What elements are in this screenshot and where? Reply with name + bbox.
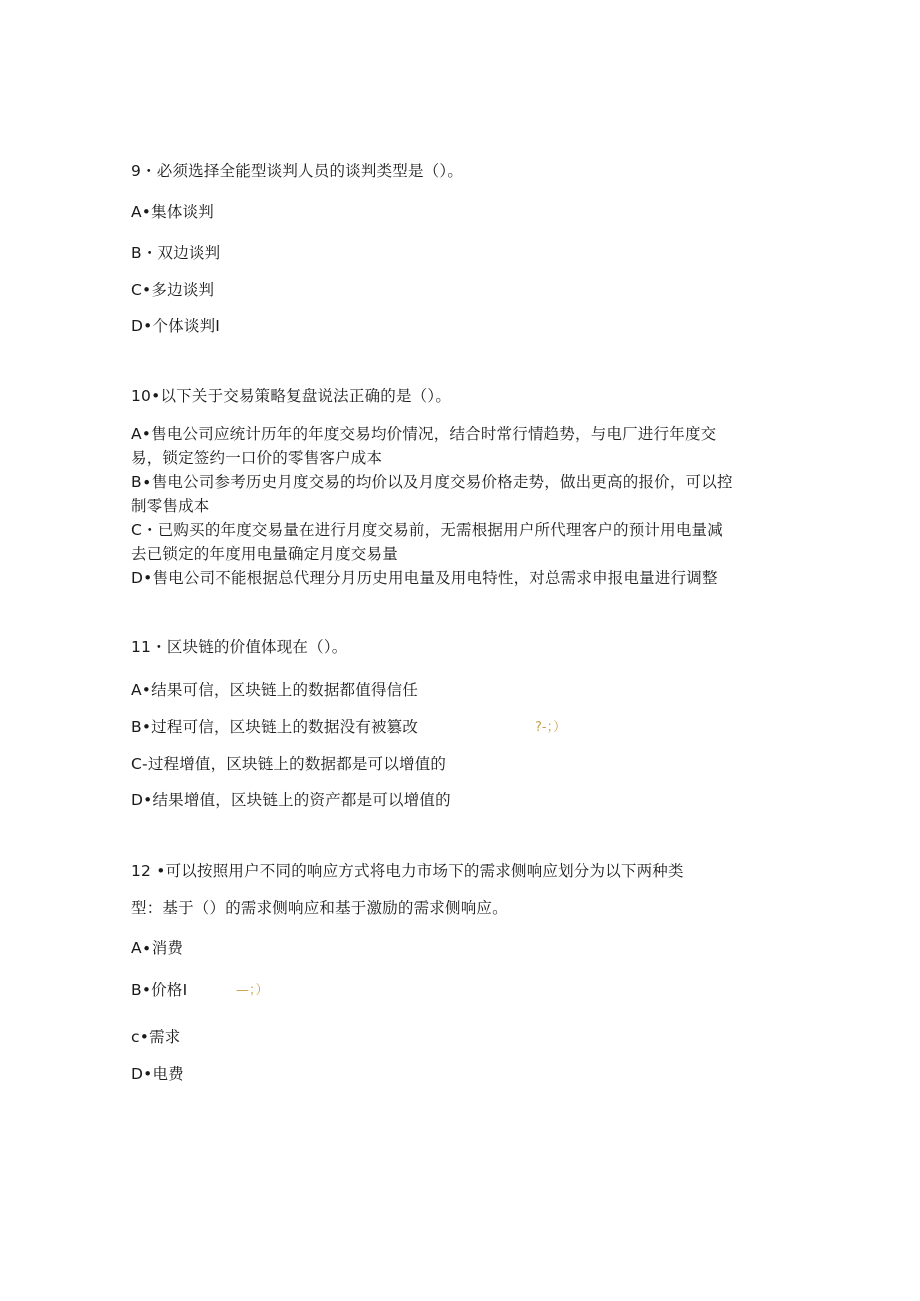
q11-option-b-annotation: ?-；）: [535, 720, 567, 735]
q12-stem-line1: 12 •可以按照用户不同的响应方式将电力市场下的需求侧响应划分为以下两种类: [131, 862, 684, 880]
q9-option-d: D•个体谈判I: [131, 317, 221, 335]
q9-option-b: B・双边谈判: [131, 244, 221, 262]
q10-option-c-line2: 去已锁定的年度用电量确定月度交易量: [131, 545, 398, 563]
q9-option-c: C•多边谈判: [131, 281, 215, 299]
q11-option-b: B•过程可信，区块链上的数据没有被篡改: [131, 718, 419, 736]
q11-option-c: C-过程增值，区块链上的数据都是可以增值的: [131, 755, 447, 773]
q12-option-b-annotation: —；）: [236, 983, 269, 998]
q9-option-a: A•集体谈判: [131, 203, 214, 221]
q11-option-d: D•结果增值，区块链上的资产都是可以增值的: [131, 791, 451, 809]
q11-option-a: A•结果可信，区块链上的数据都值得信任: [131, 681, 419, 699]
q10-option-c-line1: C・已购买的年度交易量在进行月度交易前，无需根据用户所代理客户的预计用电量减: [131, 521, 723, 539]
q12-option-a: A∙消费: [131, 939, 184, 957]
q10-option-b-line1: B∙售电公司参考历史月度交易的均价以及月度交易价格走势，做出更高的报价，可以控: [131, 473, 733, 491]
q9-stem: 9・必须选择全能型谈判人员的谈判类型是（）。: [131, 162, 464, 180]
q12-option-b: B•价格I: [131, 981, 188, 999]
q12-option-c: c•需求: [131, 1028, 181, 1046]
q10-option-a-line1: A•售电公司应统计历年的年度交易均价情况，结合时常行情趋势，与电厂进行年度交: [131, 425, 717, 443]
q12-stem-line2: 型：基于（）的需求侧响应和基于激励的需求侧响应。: [131, 899, 508, 917]
q10-option-d: D•售电公司不能根据总代理分月历史用电量及用电特性，对总需求申报电量进行调整: [131, 569, 718, 587]
q11-stem: 11・区块链的价值体现在（）。: [131, 638, 348, 656]
q12-option-d: D•电费: [131, 1065, 184, 1083]
q10-option-a-line2: 易，锁定签约一口价的零售客户成本: [131, 449, 383, 467]
q10-stem: 10•以下关于交易策略复盘说法正确的是（）。: [131, 387, 452, 405]
q10-option-b-line2: 制零售成本: [131, 497, 210, 515]
